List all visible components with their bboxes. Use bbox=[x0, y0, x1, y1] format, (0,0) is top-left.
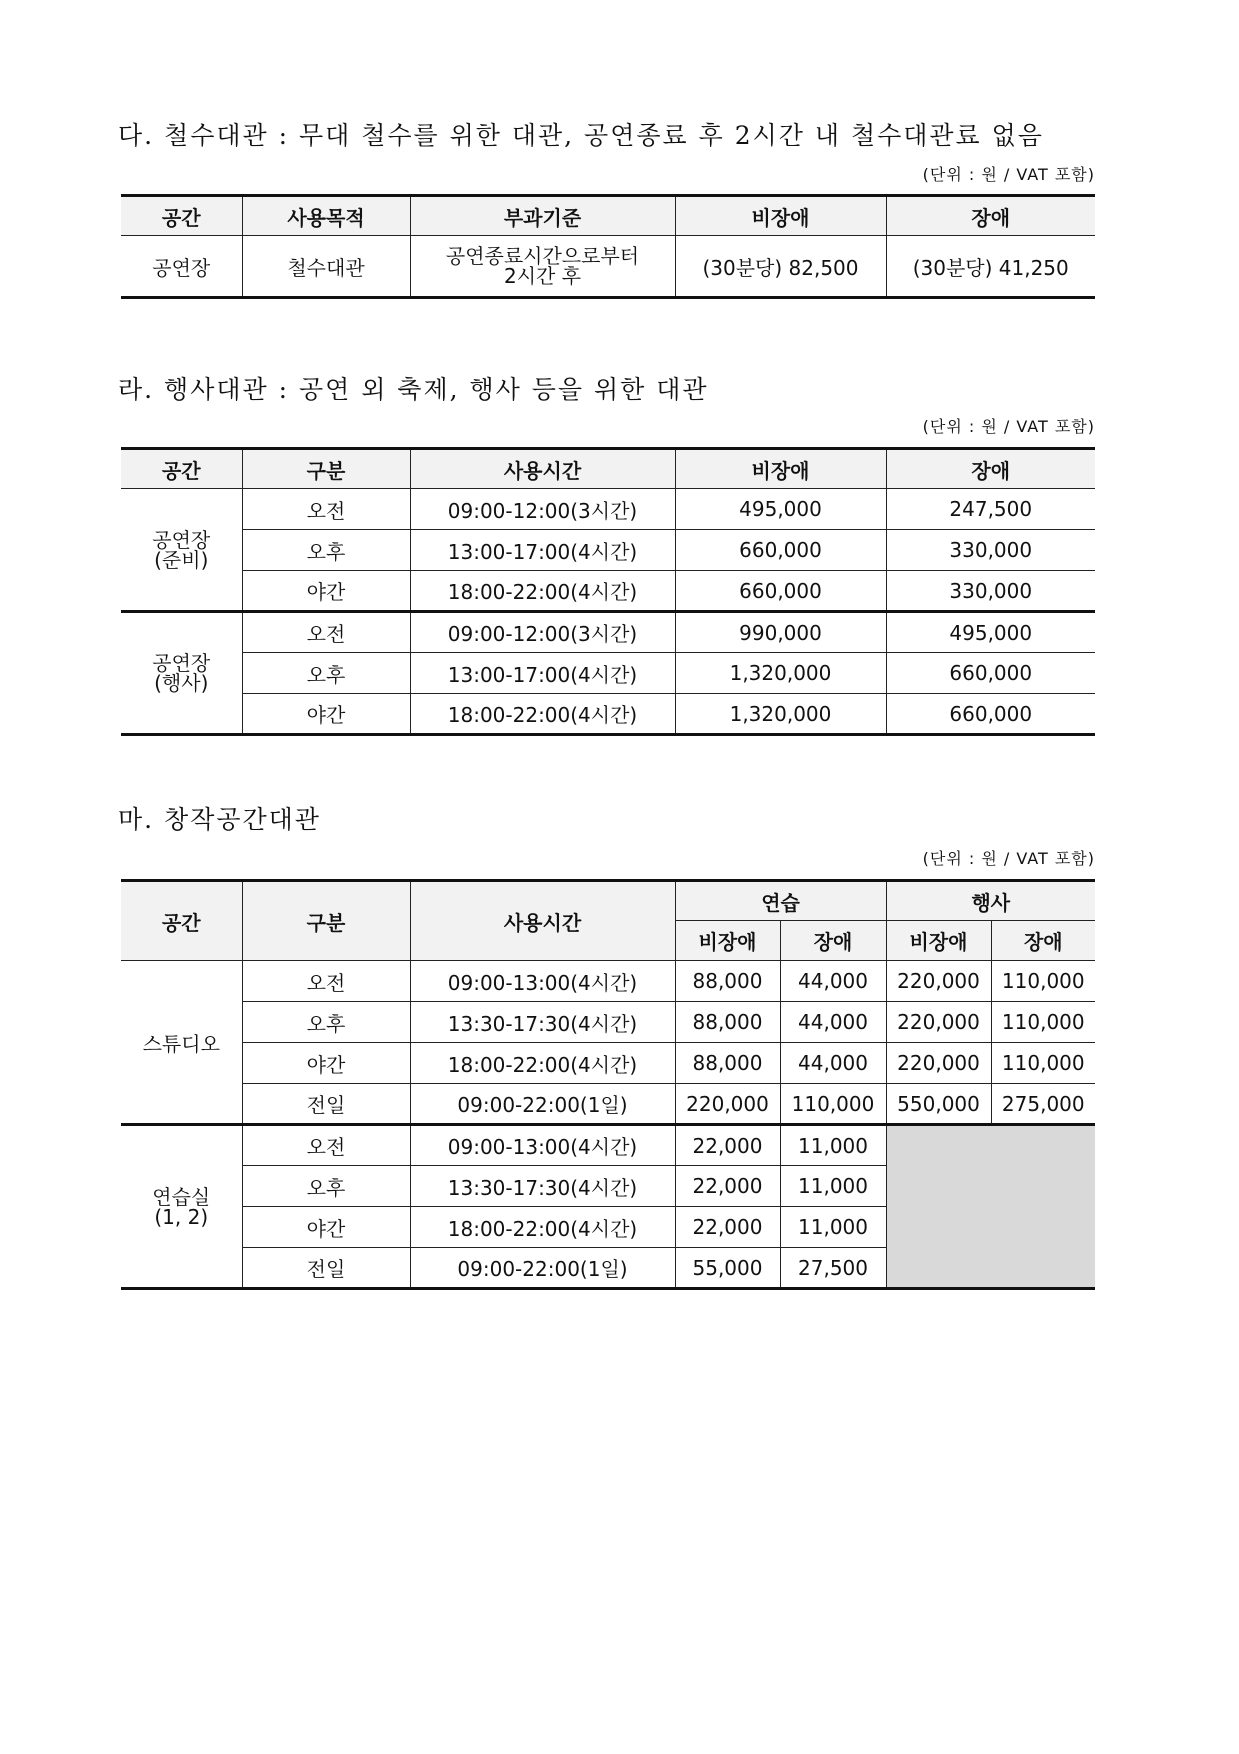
header-time: 사용시간 bbox=[410, 881, 675, 961]
cell-type: 야간 bbox=[242, 1207, 410, 1248]
cell-practice-d: 11,000 bbox=[780, 1166, 886, 1207]
cell-purpose: 철수대관 bbox=[242, 236, 410, 298]
cell-practice-nd: 22,000 bbox=[675, 1125, 780, 1166]
cell-disabled: 247,500 bbox=[886, 489, 1095, 530]
cell-type: 야간 bbox=[242, 571, 410, 612]
cell-type: 오후 bbox=[242, 653, 410, 694]
cell-time: 13:30-17:30(4시간) bbox=[410, 1002, 675, 1043]
basis-line1: 공연종료시간으로부터 bbox=[445, 244, 640, 268]
cell-event-d: 275,000 bbox=[991, 1084, 1095, 1125]
cell-disabled: 330,000 bbox=[886, 530, 1095, 571]
cell-practice-d: 44,000 bbox=[780, 1002, 886, 1043]
cell-practice-nd: 88,000 bbox=[675, 961, 780, 1002]
cell-type: 오전 bbox=[242, 961, 410, 1002]
header-type: 구분 bbox=[242, 881, 410, 961]
cell-practice-nd: 88,000 bbox=[675, 1002, 780, 1043]
header-disabled: 장애 bbox=[886, 449, 1095, 489]
cell-type: 오전 bbox=[242, 489, 410, 530]
cell-disabled: (30분당) 41,250 bbox=[886, 236, 1095, 298]
cell-time: 18:00-22:00(4시간) bbox=[410, 1043, 675, 1084]
cell-practice-nd: 55,000 bbox=[675, 1248, 780, 1289]
space-line2: (행사) bbox=[154, 671, 209, 695]
cell-non-disabled: 660,000 bbox=[675, 530, 886, 571]
space-line1: 공연장 bbox=[152, 527, 211, 552]
unit-label: (단위 : 원 / VAT 포함) bbox=[922, 417, 1095, 436]
cell-event-not-available bbox=[886, 1125, 1095, 1289]
cell-non-disabled: (30분당) 82,500 bbox=[675, 236, 886, 298]
table-row bbox=[121, 653, 1095, 694]
cell-non-disabled: 1,320,000 bbox=[675, 653, 886, 694]
table-row bbox=[121, 961, 1095, 1002]
header-practice: 연습 bbox=[675, 881, 886, 921]
event-rental-table bbox=[121, 447, 1095, 736]
withdrawal-rental-table bbox=[121, 194, 1095, 299]
cell-time: 09:00-13:00(4시간) bbox=[410, 961, 675, 1002]
cell-time: 09:00-13:00(4시간) bbox=[410, 1125, 675, 1166]
unit-label: (단위 : 원 / VAT 포함) bbox=[922, 165, 1095, 184]
cell-space-group bbox=[121, 489, 242, 612]
cell-time: 18:00-22:00(4시간) bbox=[410, 1207, 675, 1248]
cell-type: 오전 bbox=[242, 1125, 410, 1166]
space-line2: (1, 2) bbox=[154, 1204, 209, 1229]
cell-practice-nd: 88,000 bbox=[675, 1043, 780, 1084]
cell-practice-d: 110,000 bbox=[780, 1084, 886, 1125]
cell-non-disabled: 1,320,000 bbox=[675, 694, 886, 735]
cell-practice-d: 11,000 bbox=[780, 1207, 886, 1248]
cell-type: 전일 bbox=[242, 1248, 410, 1289]
cell-time: 18:00-22:00(4시간) bbox=[410, 571, 675, 612]
cell-practice-d: 44,000 bbox=[780, 1043, 886, 1084]
table-row bbox=[121, 489, 1095, 530]
header-time: 사용시간 bbox=[410, 449, 675, 489]
cell-time: 09:00-22:00(1일) bbox=[410, 1084, 675, 1125]
cell-non-disabled: 660,000 bbox=[675, 571, 886, 612]
basis-line2: 2시간 후 bbox=[503, 264, 582, 288]
table-row bbox=[121, 530, 1095, 571]
cell-disabled: 495,000 bbox=[886, 612, 1095, 653]
cell-time: 09:00-22:00(1일) bbox=[410, 1248, 675, 1289]
header-event-non-disabled: 비장애 bbox=[886, 921, 991, 961]
cell-time: 13:00-17:00(4시간) bbox=[410, 530, 675, 571]
cell-type: 야간 bbox=[242, 1043, 410, 1084]
space-line1: 연습실 bbox=[152, 1184, 211, 1209]
header-event: 행사 bbox=[886, 881, 1095, 921]
cell-non-disabled: 495,000 bbox=[675, 489, 886, 530]
cell-space-group bbox=[121, 612, 242, 735]
cell-space: 공연장 bbox=[121, 236, 242, 298]
cell-event-nd: 220,000 bbox=[886, 1043, 991, 1084]
table-row bbox=[121, 236, 1095, 298]
section-title-creative-space: 마. 창작공간대관 bbox=[118, 805, 321, 834]
table-row bbox=[121, 1125, 1095, 1166]
cell-space-group: 스튜디오 bbox=[121, 961, 242, 1125]
header-basis: 부과기준 bbox=[410, 196, 675, 236]
cell-basis bbox=[410, 236, 675, 298]
cell-type: 야간 bbox=[242, 694, 410, 735]
cell-event-d: 110,000 bbox=[991, 1043, 1095, 1084]
cell-time: 13:00-17:00(4시간) bbox=[410, 653, 675, 694]
unit-label: (단위 : 원 / VAT 포함) bbox=[922, 849, 1095, 868]
table-row bbox=[121, 694, 1095, 735]
section-title-withdrawal: 다. 철수대관 : 무대 철수를 위한 대관, 공연종료 후 2시간 내 철수대관료 없음 bbox=[118, 121, 1044, 150]
header-event-disabled: 장애 bbox=[991, 921, 1095, 961]
cell-disabled: 660,000 bbox=[886, 694, 1095, 735]
cell-space-group bbox=[121, 1125, 242, 1289]
cell-time: 13:30-17:30(4시간) bbox=[410, 1166, 675, 1207]
cell-type: 오후 bbox=[242, 1002, 410, 1043]
header-practice-non-disabled: 비장애 bbox=[675, 921, 780, 961]
cell-event-nd: 550,000 bbox=[886, 1084, 991, 1125]
cell-type: 오후 bbox=[242, 530, 410, 571]
cell-time: 09:00-12:00(3시간) bbox=[410, 612, 675, 653]
cell-event-nd: 220,000 bbox=[886, 961, 991, 1002]
cell-event-d: 110,000 bbox=[991, 1002, 1095, 1043]
cell-event-d: 110,000 bbox=[991, 961, 1095, 1002]
table-row bbox=[121, 1002, 1095, 1043]
cell-event-nd: 220,000 bbox=[886, 1002, 991, 1043]
space-line2: (준비) bbox=[154, 547, 209, 572]
table-row bbox=[121, 612, 1095, 653]
cell-practice-nd: 22,000 bbox=[675, 1166, 780, 1207]
header-disabled: 장애 bbox=[886, 196, 1095, 236]
cell-practice-d: 11,000 bbox=[780, 1125, 886, 1166]
header-space: 공간 bbox=[121, 881, 242, 961]
section-title-event: 라. 행사대관 : 공연 외 축제, 행사 등을 위한 대관 bbox=[118, 375, 709, 404]
cell-type: 오전 bbox=[242, 612, 410, 653]
header-space: 공간 bbox=[121, 449, 242, 489]
table-row bbox=[121, 1084, 1095, 1125]
space-line1: 공연장 bbox=[152, 651, 211, 675]
cell-type: 전일 bbox=[242, 1084, 410, 1125]
table-row bbox=[121, 571, 1095, 612]
cell-disabled: 330,000 bbox=[886, 571, 1095, 612]
cell-disabled: 660,000 bbox=[886, 653, 1095, 694]
header-type: 구분 bbox=[242, 449, 410, 489]
cell-time: 18:00-22:00(4시간) bbox=[410, 694, 675, 735]
header-purpose: 사용목적 bbox=[242, 196, 410, 236]
header-non-disabled: 비장애 bbox=[675, 196, 886, 236]
cell-practice-d: 44,000 bbox=[780, 961, 886, 1002]
creative-space-table bbox=[121, 879, 1095, 1290]
header-space: 공간 bbox=[121, 196, 242, 236]
cell-non-disabled: 990,000 bbox=[675, 612, 886, 653]
cell-practice-nd: 22,000 bbox=[675, 1207, 780, 1248]
header-non-disabled: 비장애 bbox=[675, 449, 886, 489]
header-practice-disabled: 장애 bbox=[780, 921, 886, 961]
table-row bbox=[121, 1043, 1095, 1084]
cell-type: 오후 bbox=[242, 1166, 410, 1207]
cell-practice-nd: 220,000 bbox=[675, 1084, 780, 1125]
cell-time: 09:00-12:00(3시간) bbox=[410, 489, 675, 530]
cell-practice-d: 27,500 bbox=[780, 1248, 886, 1289]
